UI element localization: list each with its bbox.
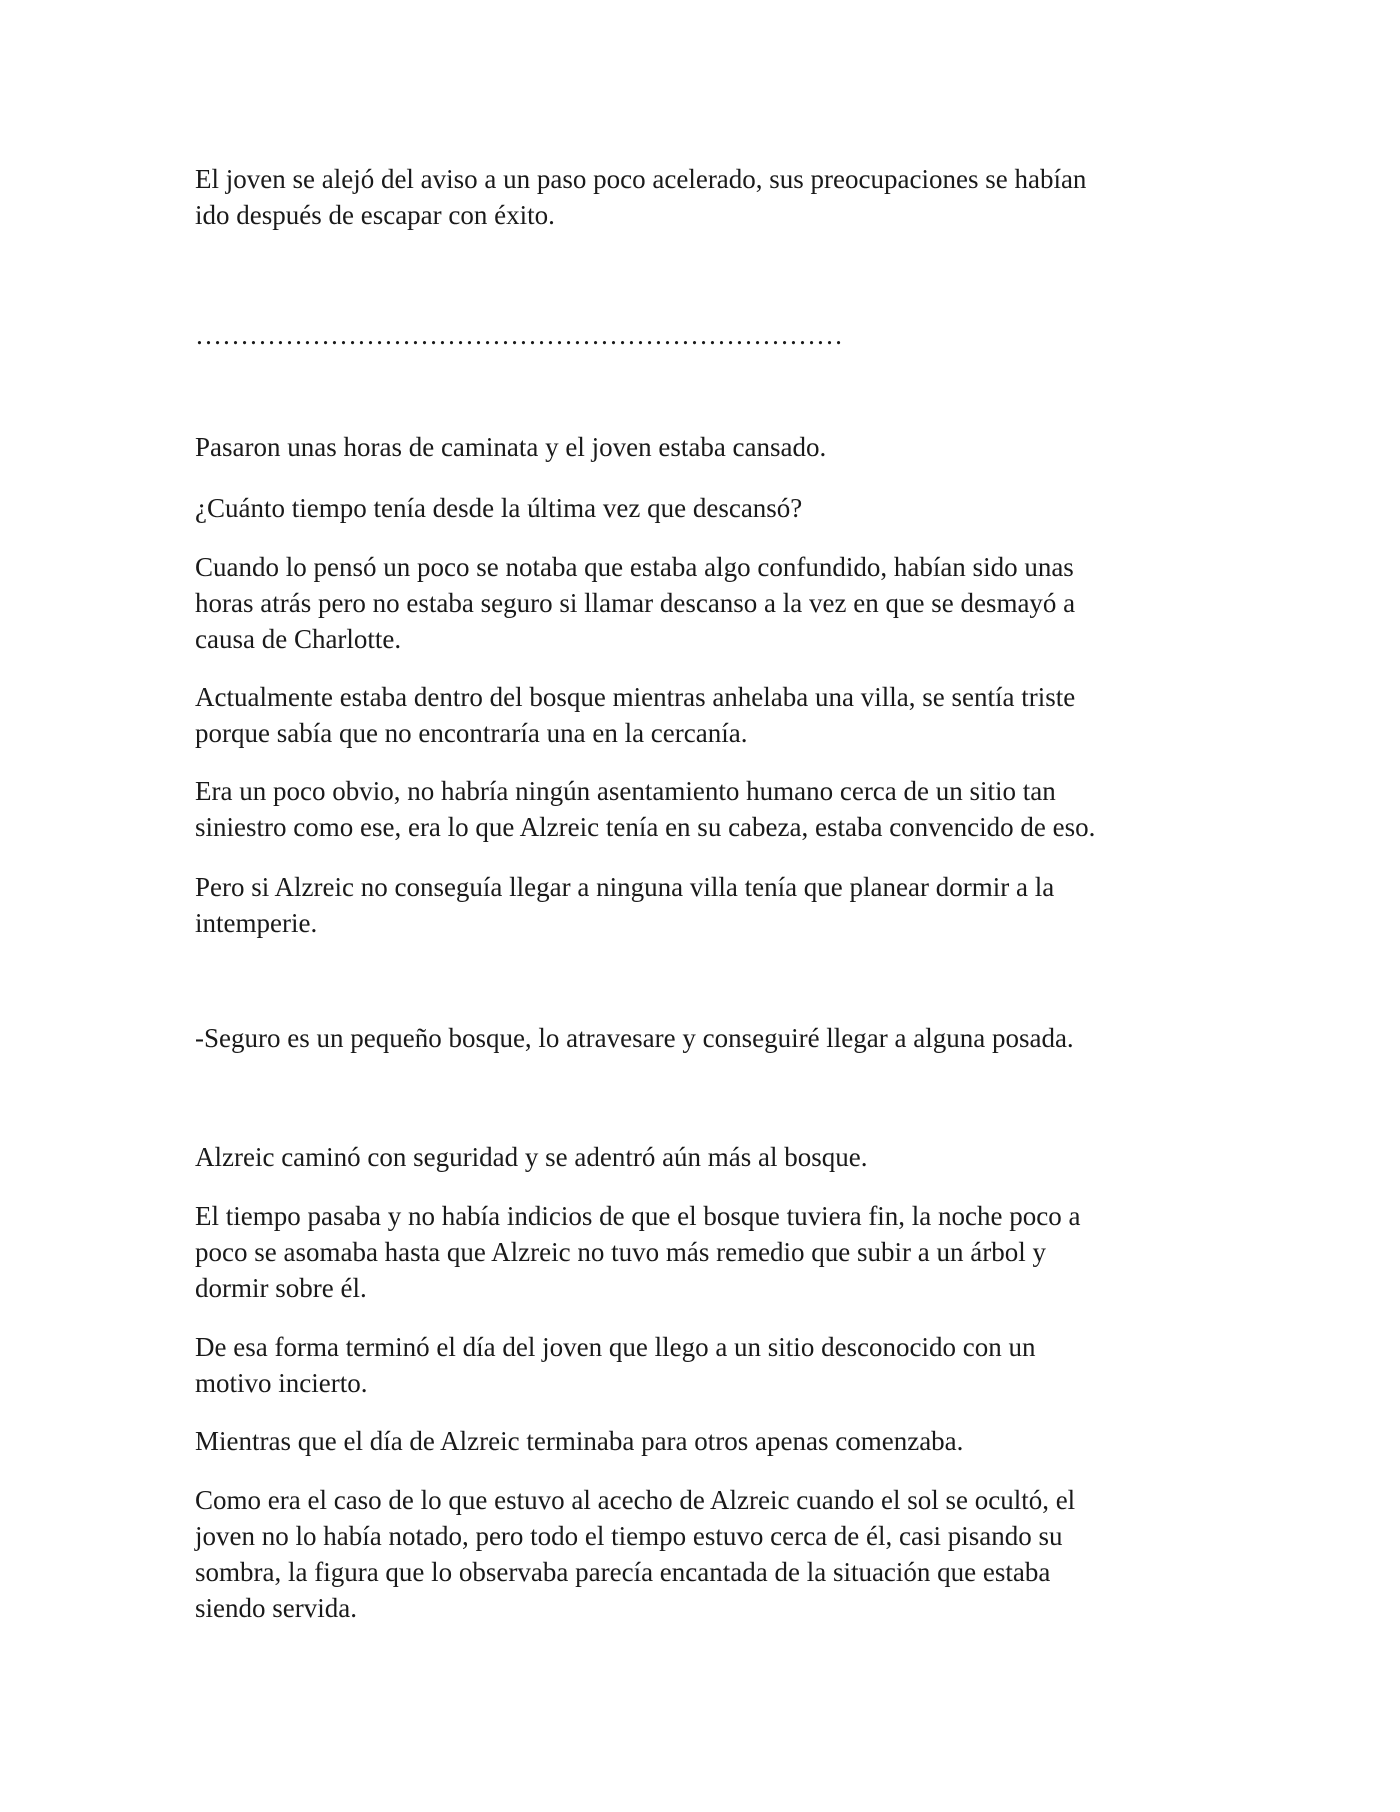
- text-line: El tiempo pasaba y no había indicios de que el bosque tuviera fin, la noche poco a: [195, 1201, 1081, 1231]
- paragraph-4: [195, 549, 1205, 657]
- text-line: horas atrás pero no estaba seguro si llamar descanso a la vez en que se desmayó a: [195, 588, 1076, 618]
- text-line: ¿Cuánto tiempo tenía desde la última vez que descansó?: [195, 493, 803, 523]
- paragraph-11: [195, 1329, 1205, 1401]
- paragraph-7: [195, 869, 1205, 941]
- text-line: De esa forma terminó el día del joven que llego a un sitio desconocido con un: [195, 1332, 1036, 1362]
- section-separator: [195, 317, 1205, 353]
- paragraph-5: [195, 679, 1205, 751]
- paragraph-6: [195, 773, 1205, 845]
- paragraph-13: [195, 1482, 1205, 1626]
- separator-dots: ………………………………………………………………: [195, 320, 843, 350]
- text-line: Mientras que el día de Alzreic terminaba para otros apenas comenzaba.: [195, 1426, 964, 1456]
- paragraph-2: [195, 429, 1205, 465]
- text-line: Como era el caso de lo que estuvo al acecho de Alzreic cuando el sol se ocultó, el: [195, 1485, 1076, 1515]
- paragraph-12: [195, 1423, 1205, 1459]
- text-line: causa de Charlotte.: [195, 624, 402, 654]
- paragraph-1: [195, 161, 1205, 233]
- text-line: poco se asomaba hasta que Alzreic no tuvo más remedio que subir a un árbol y: [195, 1237, 1047, 1267]
- paragraph-10: [195, 1198, 1205, 1306]
- text-line: Era un poco obvio, no habría ningún asentamiento humano cerca de un sitio tan: [195, 776, 1056, 806]
- text-line: intemperie.: [195, 908, 318, 938]
- text-line: Pasaron unas horas de caminata y el joven estaba cansado.: [195, 432, 827, 462]
- text-line: Alzreic caminó con seguridad y se adentró aún más al bosque.: [195, 1142, 868, 1172]
- paragraph-3: [195, 490, 1205, 526]
- paragraph-9: [195, 1139, 1205, 1175]
- text-line: -Seguro es un pequeño bosque, lo atravesare y conseguiré llegar a alguna posada.: [195, 1023, 1074, 1053]
- text-line: ido después de escapar con éxito.: [195, 200, 555, 230]
- text-line: siniestro como ese, era lo que Alzreic tenía en su cabeza, estaba convencido de eso.: [195, 812, 1096, 842]
- text-line: El joven se alejó del aviso a un paso poco acelerado, sus preocupaciones se habían: [195, 164, 1087, 194]
- text-line: Actualmente estaba dentro del bosque mientras anhelaba una villa, se sentía triste: [195, 682, 1076, 712]
- text-line: Cuando lo pensó un poco se notaba que estaba algo confundido, habían sido unas: [195, 552, 1074, 582]
- text-line: dormir sobre él.: [195, 1273, 367, 1303]
- text-line: motivo incierto.: [195, 1368, 368, 1398]
- text-line: porque sabía que no encontraría una en la cercanía.: [195, 718, 748, 748]
- text-line: joven no lo había notado, pero todo el tiempo estuvo cerca de él, casi pisando su: [195, 1521, 1063, 1551]
- text-line: sombra, la figura que lo observaba parecía encantada de la situación que estaba: [195, 1557, 1051, 1587]
- dialogue-line: [195, 1020, 1205, 1056]
- text-line: Pero si Alzreic no conseguía llegar a ninguna villa tenía que planear dormir a la: [195, 872, 1055, 902]
- text-line: siendo servida.: [195, 1593, 357, 1623]
